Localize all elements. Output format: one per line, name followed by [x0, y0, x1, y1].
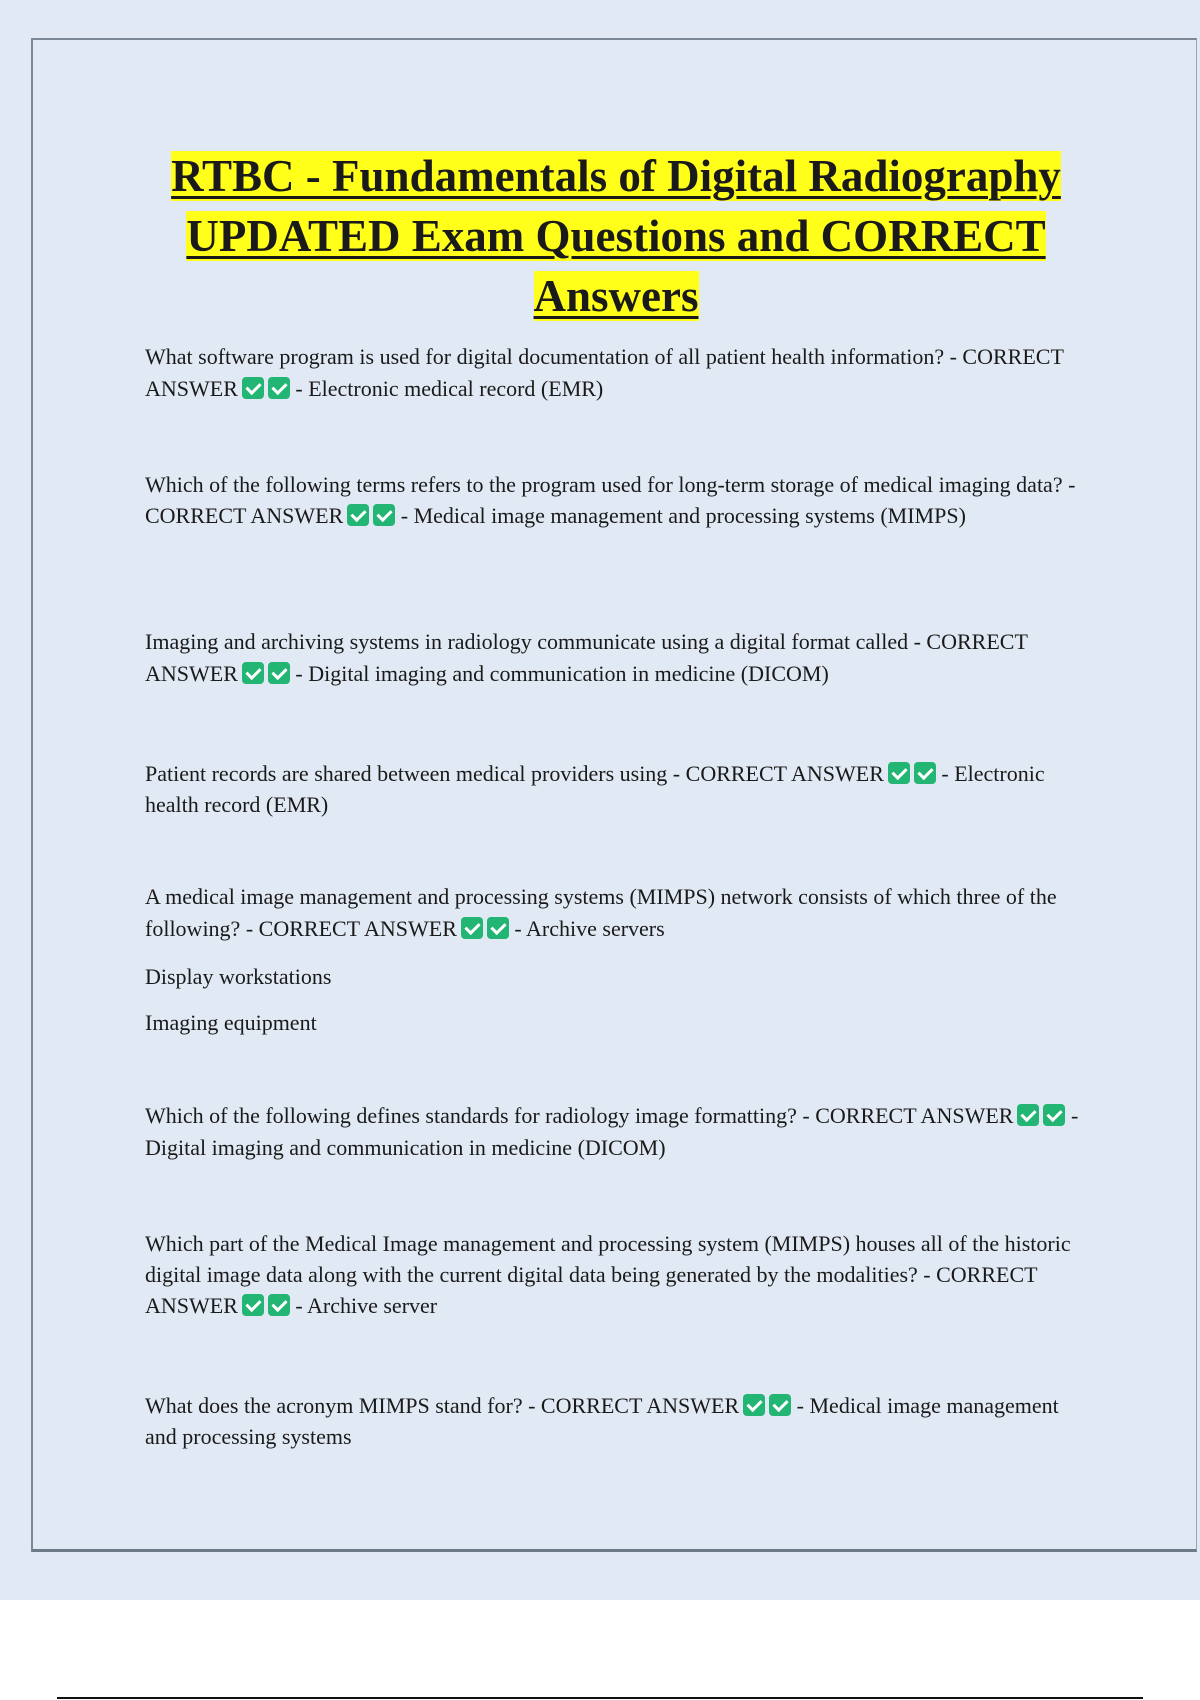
qa-item-6: Which of the following defines standards for radiology image formatting? - CORRECT ANSWER - Digital imaging and communication in medicine (DICOM) [145, 1103, 1079, 1160]
document-title-text: RTBC - Fundamentals of Digital Radiography UPDATED Exam Questions and CORRECT Answers [171, 151, 1061, 321]
answer-text: Electronic medical record (EMR) [308, 376, 604, 401]
answer-text: Digital imaging and communication in medicine (DICOM) [308, 661, 829, 686]
qa-item-4: Patient records are shared between medical providers using - CORRECT ANSWER - Electronic health record (EMR) [145, 761, 1045, 817]
qa-item-7: Which part of the Medical Image management and processing system (MIMPS) houses all of the historic digital image data along with the current digital data being generated by the modalities? - CORRECT ANSWER - Archive server [145, 1231, 1071, 1318]
qa-item-2: Which of the following terms refers to the program used for long-term storage of medical imaging data? - CORRECT ANSWER - Medical image management and processing systems (MIMPS) [145, 472, 1076, 528]
check-mark-icon [242, 1294, 264, 1316]
question-text: Which of the following defines standards for radiology image formatting? - [145, 1103, 810, 1128]
qa-item-3: Imaging and archiving systems in radiology communicate using a digital format called - CORRECT ANSWER - Digital imaging and communication in medicine (DICOM) [145, 629, 1028, 686]
answer-text: Medical image management and processing systems [145, 1393, 1059, 1449]
question-text: Imaging and archiving systems in radiology communicate using a digital format called - [145, 629, 921, 654]
document-title [140, 146, 1092, 326]
question-text: Patient records are shared between medical providers using - [145, 761, 681, 786]
answer-marker: CORRECT ANSWER [258, 916, 457, 941]
footer-divider [57, 1697, 1143, 1699]
check-mark-icon [268, 377, 290, 399]
question-text: What does the acronym MIMPS stand for? - [145, 1393, 536, 1418]
question-text: Which part of the Medical Image management and processing system (MIMPS) houses all of the historic digital image data along with the current digital data being generated by the modalities? - [145, 1231, 1071, 1287]
check-mark-icon [242, 377, 264, 399]
check-mark-icon [743, 1394, 765, 1416]
answer-marker: CORRECT ANSWER [145, 344, 1064, 401]
qa-item-5: A medical image management and processing systems (MIMPS) network consists of which three of the following? - CORRECT ANSWER - Archive servers [145, 884, 1057, 941]
check-mark-icon [242, 662, 264, 684]
question-text: Which of the following terms refers to the program used for long-term storage of medical imaging data? - [145, 472, 1076, 497]
answer-marker: CORRECT ANSWER [540, 1393, 740, 1418]
answer-marker: CORRECT ANSWER [145, 629, 1028, 686]
qa-item-8: What does the acronym MIMPS stand for? - CORRECT ANSWER - Medical image management and processing systems [145, 1393, 1059, 1449]
question-text: What software program is used for digital documentation of all patient health information? - [145, 344, 957, 369]
answer-text: Archive servers [526, 916, 665, 941]
check-mark-icon [347, 504, 369, 526]
check-mark-icon [769, 1394, 791, 1416]
check-mark-icon [888, 762, 910, 784]
answer-text: Archive server [307, 1293, 438, 1318]
check-mark-icon [1017, 1104, 1039, 1126]
answer-text: Electronic health record (EMR) [145, 761, 1045, 817]
answer-marker: CORRECT ANSWER [815, 1103, 1014, 1128]
check-mark-icon [487, 917, 509, 939]
check-mark-icon [461, 917, 483, 939]
answer-extra-line: Display workstations [145, 964, 332, 989]
question-text: A medical image management and processing systems (MIMPS) network consists of which three of the following? - [145, 884, 1057, 941]
check-mark-icon [914, 762, 936, 784]
check-mark-icon [373, 504, 395, 526]
answer-marker: CORRECT ANSWER [145, 1262, 1038, 1318]
answer-marker: CORRECT ANSWER [685, 761, 884, 786]
answer-text: Medical image management and processing systems (MIMPS) [413, 503, 966, 528]
answer-text: Digital imaging and communication in medicine (DICOM) [145, 1135, 666, 1160]
check-mark-icon [268, 662, 290, 684]
qa-item-1: What software program is used for digital documentation of all patient health information? - CORRECT ANSWER - Electronic medical record (EMR) [145, 344, 1064, 401]
answer-marker: CORRECT ANSWER [145, 503, 344, 528]
check-mark-icon [1043, 1104, 1065, 1126]
answer-extra-line: Imaging equipment [145, 1010, 317, 1035]
check-mark-icon [268, 1294, 290, 1316]
